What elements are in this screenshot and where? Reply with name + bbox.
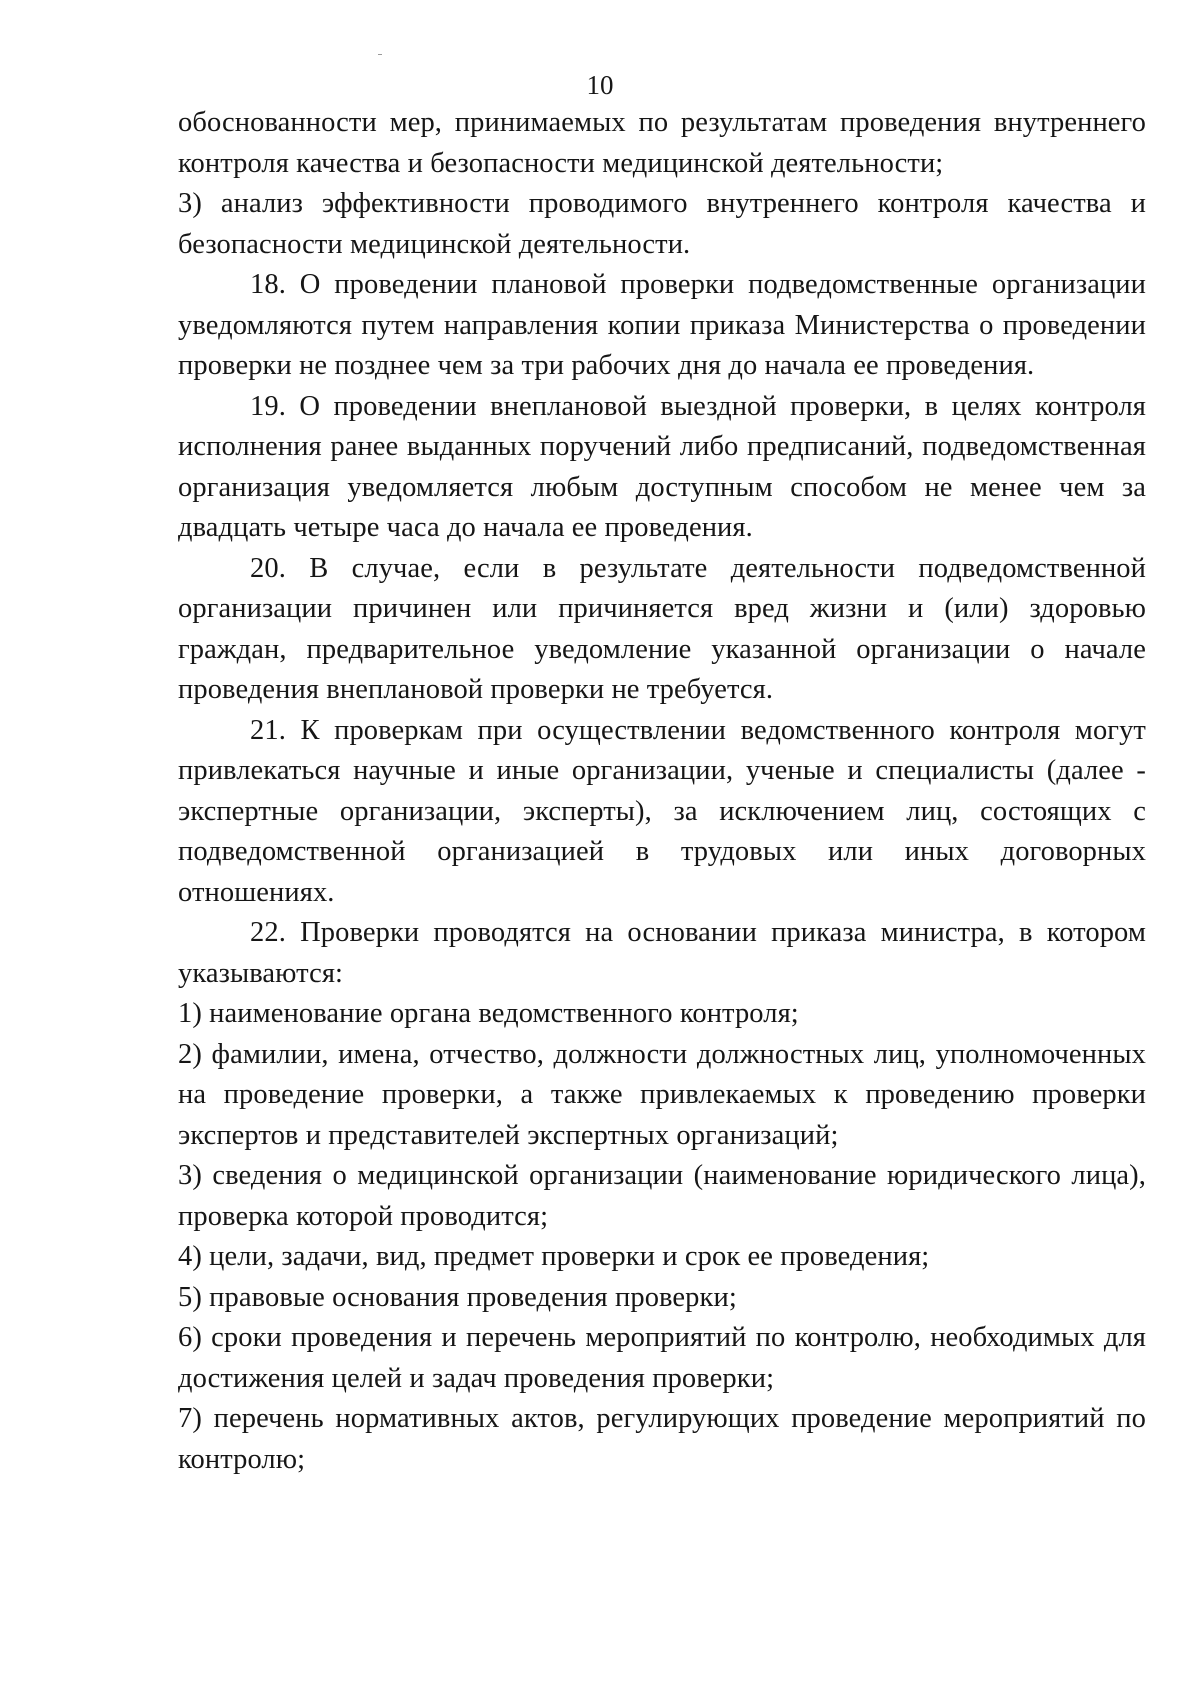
list-item-5: 5) правовые основания проведения проверки; <box>178 1281 737 1313</box>
clause-19: 19. О проведении внеплановой выездной проверки, в целях контроля исполнения ранее выданных поручений либо предписаний, подведомственная организация уведомляется любым доступным способом не менее чем за двадцать четыре часа до начала ее проведения. <box>178 390 1146 543</box>
scan-speck <box>378 54 382 55</box>
list-item-3: 3) сведения о медицинской организации (наименование юридического лица), проверка которой проводится; <box>178 1160 1146 1232</box>
list-item-1: 1) наименование органа ведомственного контроля; <box>178 998 799 1029</box>
page-number: 10 <box>586 70 614 100</box>
clause-18: 18. О проведении плановой проверки подведомственные организации уведомляются путем направления копии приказа Министерства о проведении проверки не позднее чем за три рабочих дня до начала ее проведения. <box>178 269 1146 381</box>
clause-21: 21. К проверкам при осуществлении ведомственного контроля могут привлекаться научные и иные организации, ученые и специалисты (далее - экспертные организации, эксперты), за исключением лиц, состоящих с подведомственной организацией в трудовых или иных договорных отношениях. <box>178 714 1146 908</box>
list-item-4: 4) цели, задачи, вид, предмет проверки и срок ее проведения; <box>178 1241 930 1272</box>
list-item-2: 2) фамилии, имена, отчество, должности должностных лиц, уполномоченных на проведение проверки, а также привлекаемых к проведению проверки экспертов и представителей экспертных организаций; <box>178 1038 1146 1151</box>
list-item-6: 6) сроки проведения и перечень мероприятий по контролю, необходимых для достижения целей и задач проведения проверки; <box>178 1322 1146 1394</box>
list-item-7: 7) перечень нормативных актов, регулирующих проведение мероприятий по контролю; <box>178 1403 1146 1475</box>
list-item-3-analysis: 3) анализ эффективности проводимого внутреннего контроля качества и безопасности медицинской деятельности. <box>178 188 1146 260</box>
clause-22: 22. Проверки проводятся на основании приказа министра, в котором указываются: <box>178 917 1146 989</box>
document-body <box>178 103 1146 1480</box>
paragraph-continuation: обоснованности мер, принимаемых по результатам проведения внутреннего контроля качества и безопасности медицинской деятельности; <box>178 107 1146 179</box>
clause-20: 20. В случае, если в результате деятельности подведомственной организации причинен или причиняется вред жизни и (или) здоровью граждан, предварительное уведомление указанной организации о начале проведения внеплановой проверки не требуется. <box>178 552 1146 705</box>
